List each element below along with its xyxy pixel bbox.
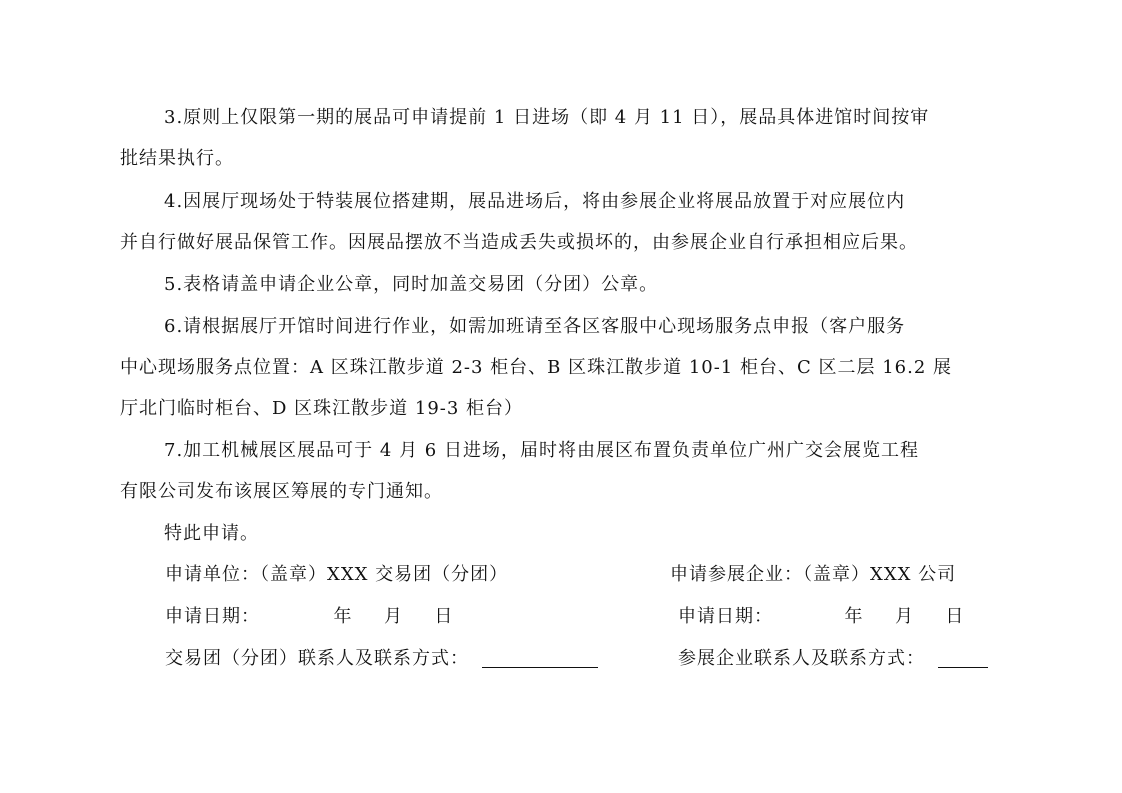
paragraph-5-line-1: 5.表格请盖申请企业公章，同时加盖交易团（分团）公章。 <box>164 274 659 295</box>
paragraph-7-line-2: 有限公司发布该展区筹展的专门通知。 <box>120 481 443 502</box>
applicant-date-line <box>165 603 453 631</box>
exhibitor-date-year: 年 <box>844 606 864 627</box>
paragraph-4 <box>120 181 1005 263</box>
exhibitor-contact-blank[interactable] <box>938 647 988 668</box>
paragraph-4-line-1: 4.因展厅现场处于特装展位搭建期，展品进场后，将由参展企业将展品放置于对应展位内 <box>164 191 906 212</box>
exhibitor-date-month: 月 <box>894 606 914 627</box>
paragraph-4-line-2: 并自行做好展品保管工作。因展品摆放不当造成丢失或损坏的，由参展企业自行承担相应后果。 <box>120 232 918 253</box>
paragraph-3-line-2: 批结果执行。 <box>120 148 234 169</box>
applicant-unit-label: 申请单位：（盖章）XXX 交易团（分团） <box>165 564 509 585</box>
paragraph-6-line-2: 中心现场服务点位置：A 区珠江散步道 2-3 柜台、B 区珠江散步道 10-1 柜台、C 区二层 16.2 展 <box>120 357 952 378</box>
paragraph-7-line-1: 7.加工机械展区展品可于 4 月 6 日进场，届时将由展区布置负责单位广州广交会展览工程 <box>164 440 919 461</box>
applicant-contact-line <box>165 645 598 673</box>
applicant-date-month: 月 <box>383 606 403 627</box>
applicant-date-day: 日 <box>434 606 454 627</box>
applicant-unit-line <box>165 561 508 589</box>
exhibitor-unit-label: 申请参展企业：（盖章）XXX 公司 <box>670 564 957 585</box>
exhibitor-date-day: 日 <box>945 606 965 627</box>
paragraph-6 <box>120 306 1005 429</box>
exhibitor-date-line <box>678 603 964 631</box>
paragraph-6-line-3: 厅北门临时柜台、D 区珠江散步道 19-3 柜台） <box>120 398 524 419</box>
applicant-contact-label: 交易团（分团）联系人及联系方式： <box>165 648 469 669</box>
closing-statement <box>120 513 1005 554</box>
applicant-date-year: 年 <box>333 606 353 627</box>
paragraph-7 <box>120 430 1005 512</box>
applicant-contact-blank[interactable] <box>482 647 598 668</box>
paragraph-3-line-1: 3.原则上仅限第一期的展品可申请提前 1 日进场（即 4 月 11 日），展品具体进馆时间按审 <box>164 107 930 128</box>
closing-text: 特此申请。 <box>164 523 259 544</box>
exhibitor-contact-label: 参展企业联系人及联系方式： <box>678 648 925 669</box>
exhibitor-contact-line <box>678 645 988 673</box>
exhibitor-unit-line <box>670 561 956 589</box>
paragraph-5 <box>120 264 1005 305</box>
paragraph-3 <box>120 97 1005 179</box>
exhibitor-date-label: 申请日期： <box>678 606 773 627</box>
applicant-date-label: 申请日期： <box>165 606 260 627</box>
paragraph-6-line-1: 6.请根据展厅开馆时间进行作业，如需加班请至各区客服中心现场服务点申报（客户服务 <box>164 316 906 337</box>
